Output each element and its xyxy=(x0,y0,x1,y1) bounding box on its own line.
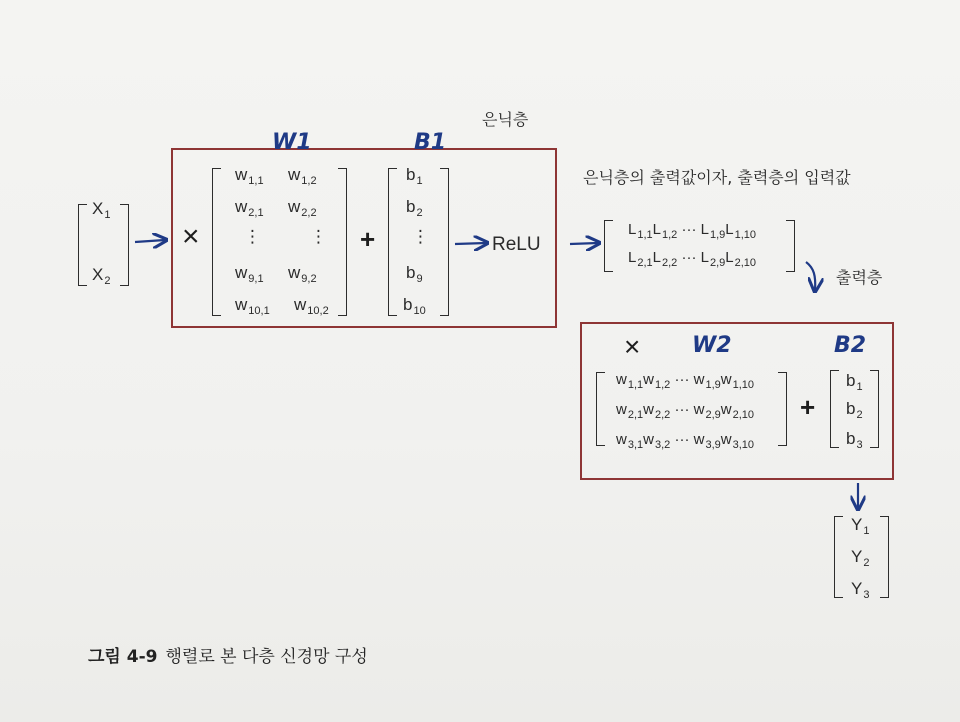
hidden-output-right-bracket xyxy=(786,220,795,272)
hidden-output-r1c1: $L_{1,1}$ xyxy=(628,221,653,241)
hidden-layer-label: 은닉층 xyxy=(482,110,529,129)
w1-r1c2: $w_{1,2}$ xyxy=(288,165,317,187)
hidden-output-left-bracket xyxy=(604,220,613,272)
b2-r1: $b_1$ xyxy=(846,371,863,393)
hidden-output-r1c10: $L_{1,10}$ xyxy=(725,221,757,241)
w2-r2c10: $w_{2,10}$ xyxy=(720,401,755,421)
w2-r2c2: $w_{2,2}$ xyxy=(643,401,671,421)
b1-r4: $b_9$ xyxy=(406,263,423,285)
w2-r2c9: $w_{2,9}$ xyxy=(693,401,721,421)
hidden-output-r1-ellipsis: ··· xyxy=(681,221,697,238)
w1-left-bracket xyxy=(212,168,221,316)
arrow-relu-to-hidden xyxy=(570,243,598,244)
b1-r5: $b_{10}$ xyxy=(403,295,426,317)
w1-r3c2: ⋮ xyxy=(310,227,327,246)
input-x2: $X_2$ xyxy=(92,265,111,287)
w2-r1c9: $w_{1,9}$ xyxy=(693,371,721,391)
w1-r4c1: $w_{9,1}$ xyxy=(235,263,264,285)
hidden-output-r2c10: $L_{2,10}$ xyxy=(725,249,757,269)
b2-r3: $b_3$ xyxy=(846,429,863,451)
hidden-output-note: 은닉층의 출력값이자, 출력층의 입력값 xyxy=(583,168,851,187)
output-y2: $Y_2$ xyxy=(851,547,870,569)
b2-left-bracket xyxy=(830,370,839,448)
b1-r1: $b_1$ xyxy=(406,165,423,187)
input-right-bracket xyxy=(120,204,129,286)
b2-handwritten-label: B2 xyxy=(834,333,867,358)
w1-r5c1: $w_{10,1}$ xyxy=(235,295,270,317)
hidden-output-row-1 xyxy=(628,222,756,241)
hidden-output-r1c2: $L_{1,2}$ xyxy=(652,221,678,241)
multiply-sign-1: × xyxy=(182,220,200,253)
w2-row-1 xyxy=(616,372,754,391)
input-x1: $X_1$ xyxy=(92,199,111,221)
hidden-output-r2c2: $L_{2,2}$ xyxy=(652,249,678,269)
multiply-sign-2: × xyxy=(624,331,641,362)
hidden-output-r2c9: $L_{2,9}$ xyxy=(700,249,726,269)
w2-r1c2: $w_{1,2}$ xyxy=(643,371,671,391)
w1-r4c2: $w_{9,2}$ xyxy=(288,263,317,285)
w1-r3c1: ⋮ xyxy=(244,227,261,246)
b1-left-bracket xyxy=(388,168,397,316)
b1-right-bracket xyxy=(440,168,449,316)
w2-r3-ellipsis: ··· xyxy=(674,431,690,448)
w2-r1c1: $w_{1,1}$ xyxy=(616,371,644,391)
output-layer-label: 출력층 xyxy=(836,268,883,287)
w1-right-bracket xyxy=(338,168,347,316)
w2-row-2 xyxy=(616,402,754,421)
w2-r1c10: $w_{1,10}$ xyxy=(720,371,755,391)
w2-r3c1: $w_{3,1}$ xyxy=(616,431,644,451)
w1-r2c1: $w_{2,1}$ xyxy=(235,197,264,219)
w2-handwritten-label: W2 xyxy=(692,333,732,358)
arrow-input-to-w1 xyxy=(135,240,165,242)
w2-row-3 xyxy=(616,432,754,451)
plus-sign-2: + xyxy=(800,392,816,422)
b1-r3: ⋮ xyxy=(412,227,429,246)
w1-r1c1: $w_{1,1}$ xyxy=(235,165,264,187)
figure-caption-text: 행렬로 본 다층 신경망 구성 xyxy=(165,647,368,667)
w2-r2c1: $w_{2,1}$ xyxy=(616,401,644,421)
output-y3: $Y_3$ xyxy=(851,579,870,601)
output-y1: $Y_1$ xyxy=(851,515,870,537)
output-y-right-bracket xyxy=(880,516,889,598)
w1-handwritten-label: W1 xyxy=(272,130,312,155)
hidden-output-r2c1: $L_{2,1}$ xyxy=(628,249,653,269)
b1-r2: $b_2$ xyxy=(406,197,423,219)
input-left-bracket xyxy=(78,204,87,286)
w2-r3c2: $w_{3,2}$ xyxy=(643,431,671,451)
arrow-hidden-to-output xyxy=(806,262,815,290)
w1-r2c2: $w_{2,2}$ xyxy=(288,197,317,219)
hidden-output-r1c9: $L_{1,9}$ xyxy=(700,221,726,241)
w2-r1-ellipsis: ··· xyxy=(674,371,690,388)
w2-r3c10: $w_{3,10}$ xyxy=(720,431,755,451)
relu-label: ReLU xyxy=(492,234,541,255)
w1-r5c2: $w_{10,2}$ xyxy=(294,295,329,317)
output-y-left-bracket xyxy=(834,516,843,598)
w2-right-bracket xyxy=(778,372,787,446)
b2-right-bracket xyxy=(870,370,879,448)
figure-caption-label: 그림 4-9 xyxy=(88,647,158,667)
hidden-output-r2-ellipsis: ··· xyxy=(681,249,697,266)
plus-sign-1: + xyxy=(360,224,376,254)
w2-left-bracket xyxy=(596,372,605,446)
w2-r2-ellipsis: ··· xyxy=(674,401,690,418)
hidden-output-row-2 xyxy=(628,250,756,269)
b1-handwritten-label: B1 xyxy=(414,130,447,155)
b2-r2: $b_2$ xyxy=(846,399,863,421)
w2-r3c9: $w_{3,9}$ xyxy=(693,431,721,451)
figure-caption xyxy=(88,648,368,666)
